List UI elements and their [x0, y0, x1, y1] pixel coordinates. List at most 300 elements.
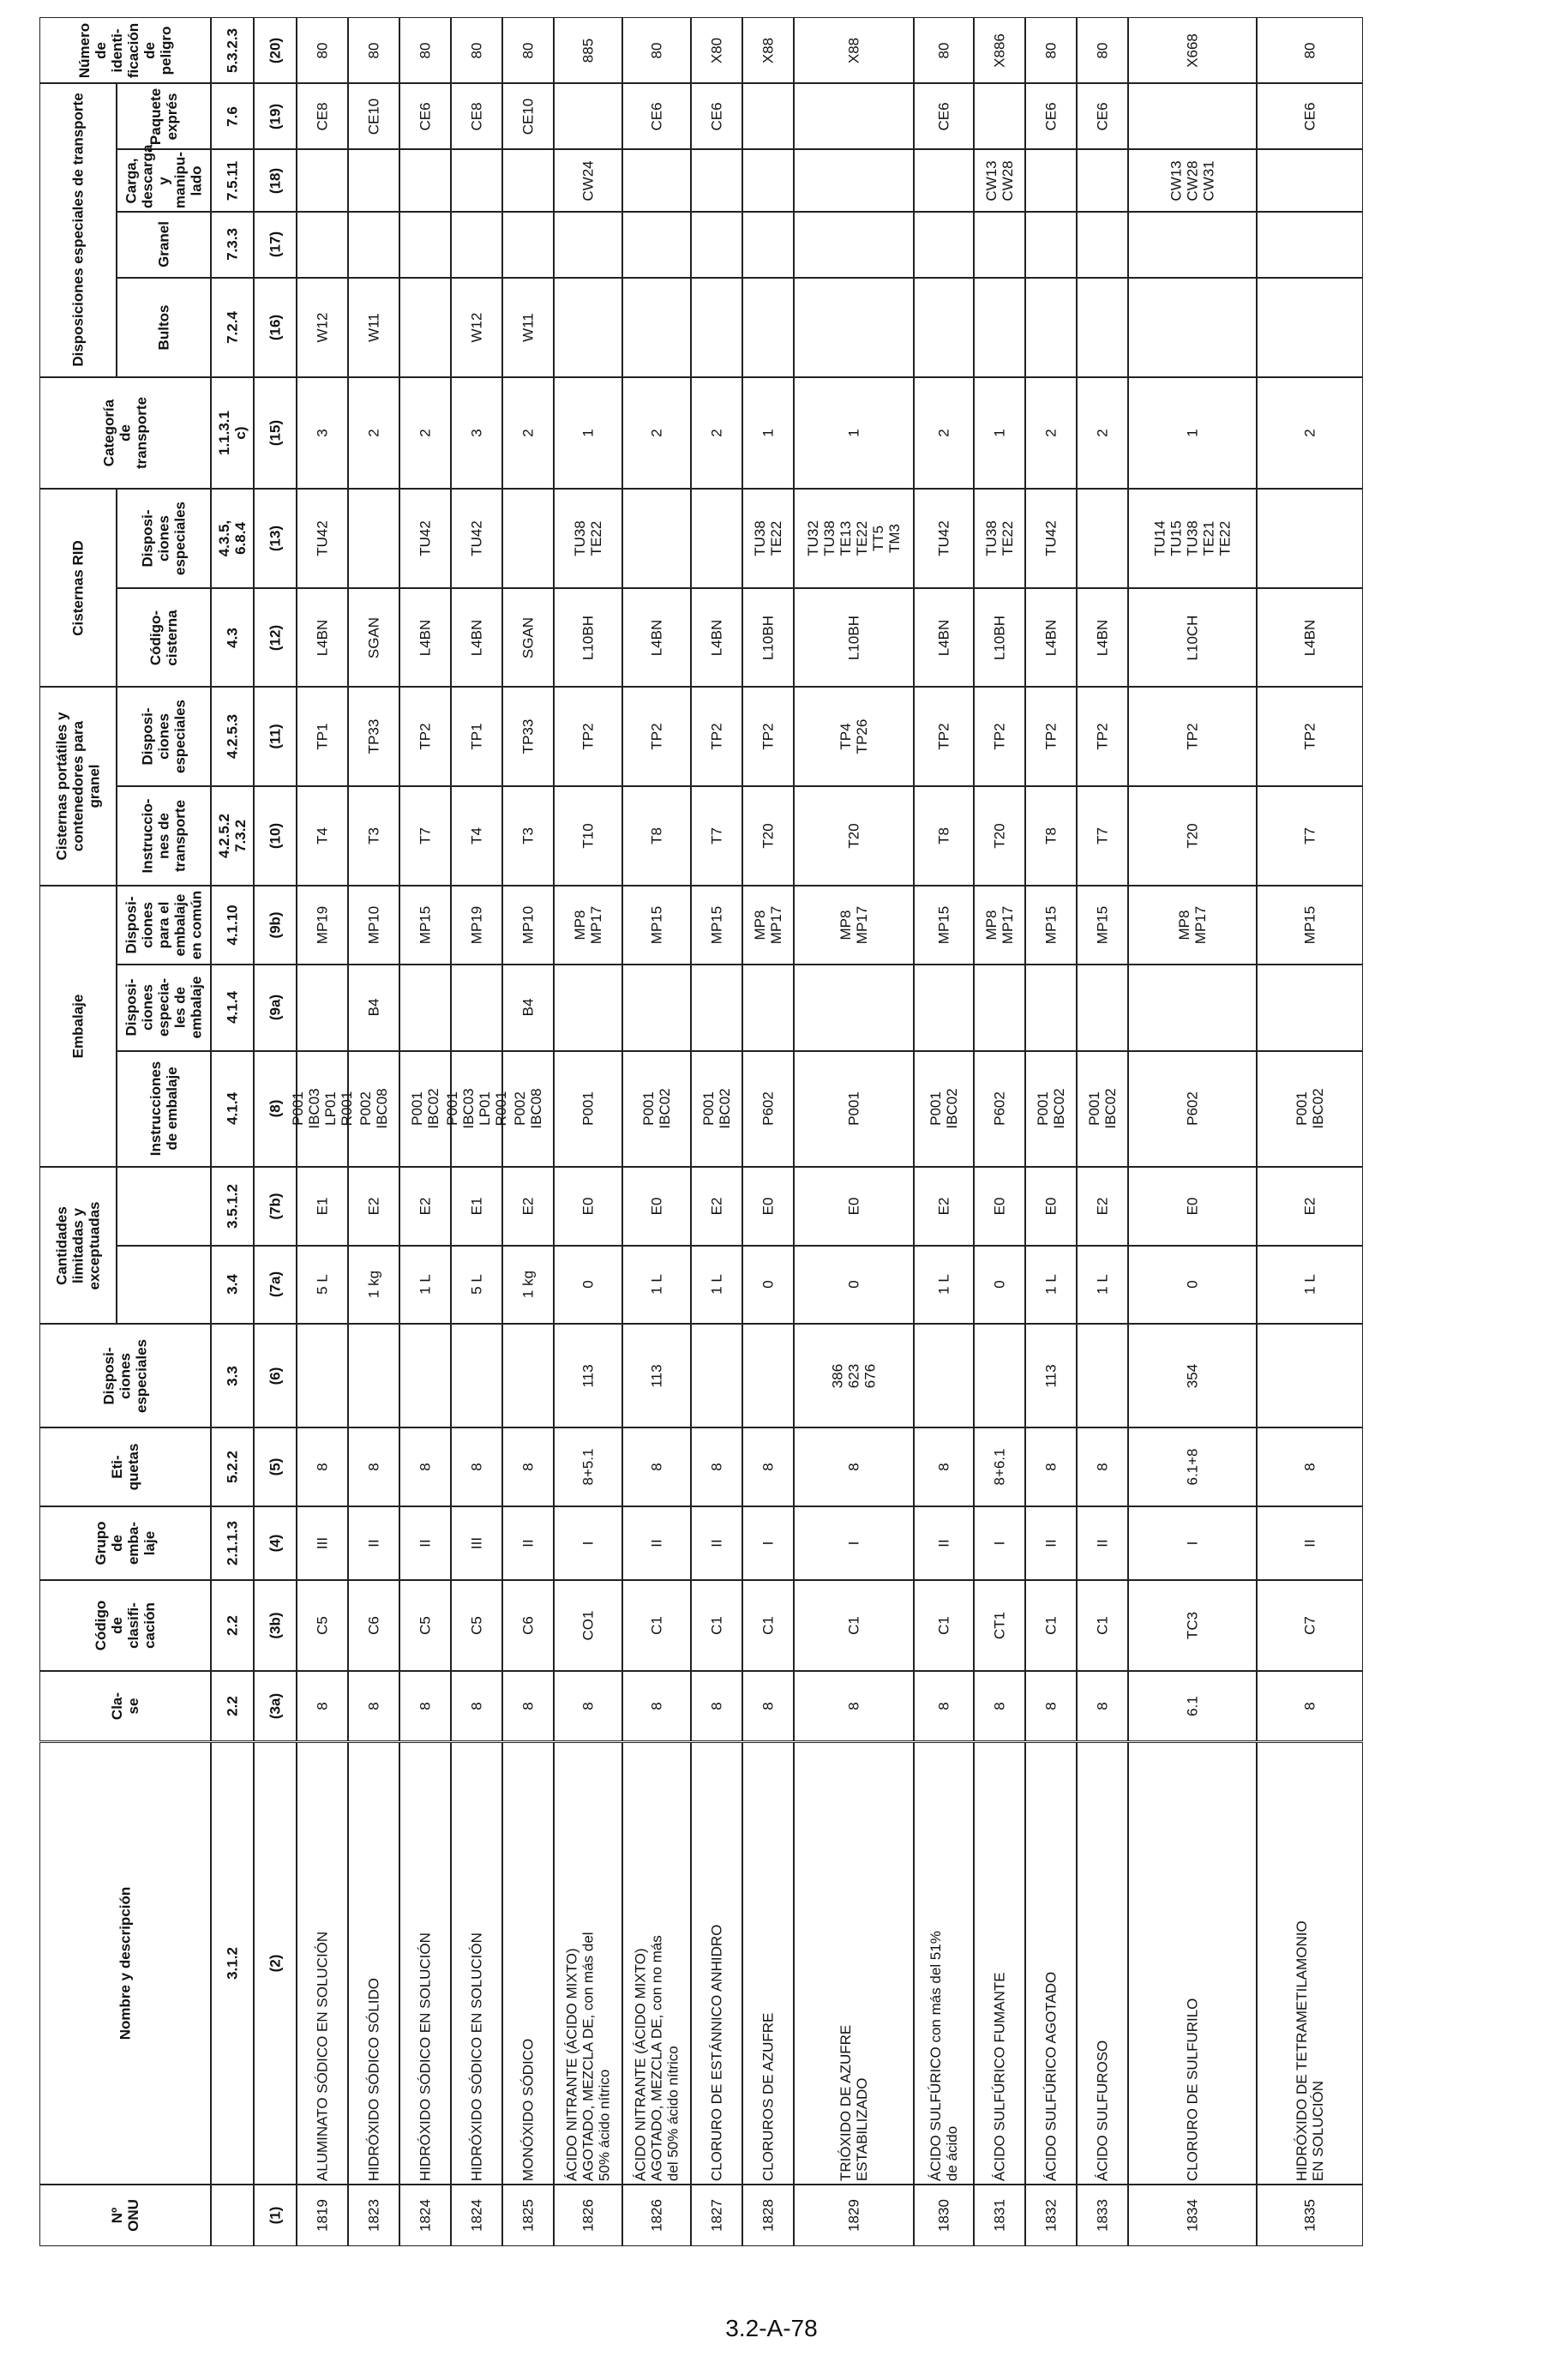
row-13-col-16-text: TU42	[1042, 520, 1060, 556]
row-9-col-1-text: 1828	[759, 2198, 777, 2232]
column-ref-3-text: 2.2	[224, 1696, 241, 1717]
group-header-cantidades-text: Cantidades limitadas y exceptuadas	[53, 1201, 103, 1290]
row-1-col-4	[297, 1580, 348, 1671]
row-5-col-14-text: TP33	[519, 718, 537, 754]
row-15-col-20	[1128, 149, 1257, 211]
row-1-col-15-text: L4BN	[314, 619, 331, 656]
column-header-13	[117, 786, 211, 886]
column-ref-20-text: 7.5.11	[224, 160, 241, 201]
row-14-col-22	[1077, 17, 1128, 83]
row-2-col-21-text: CE10	[365, 98, 382, 135]
column-ref-2-text: 3.1.2	[224, 1946, 241, 1980]
row-5-col-13	[502, 786, 554, 886]
row-16-col-14	[1257, 687, 1363, 786]
row-10-col-18	[794, 278, 914, 377]
column-header-15	[117, 588, 211, 688]
row-4-col-5-text: III	[468, 1536, 485, 1550]
column-ref-20	[211, 149, 254, 211]
row-5-col-19	[502, 212, 554, 278]
column-header-17-text: Categoría de transporte	[100, 396, 150, 469]
row-16-col-7	[1257, 1324, 1363, 1427]
row-6-col-4-text: CO1	[579, 1610, 597, 1641]
row-14-col-5-text: II	[1094, 1539, 1111, 1548]
row-4-col-22-text: 80	[468, 42, 485, 59]
row-11-col-20	[914, 149, 974, 211]
row-8-col-1	[691, 2185, 742, 2246]
column-ref-16	[211, 489, 254, 588]
row-15-col-16	[1128, 489, 1257, 588]
row-9-col-6-text: 8	[759, 1462, 777, 1471]
row-9-col-13	[742, 786, 794, 886]
row-5-col-4	[502, 1580, 554, 1671]
row-4-col-12-text: MP19	[468, 905, 485, 945]
row-14-col-12-text: MP15	[1094, 905, 1111, 945]
row-2-col-3	[348, 1671, 399, 1741]
row-16-col-13-text: T7	[1301, 827, 1318, 845]
column-num-19-text: (17)	[267, 231, 284, 258]
column-num-18-text: (16)	[267, 314, 284, 340]
row-13-col-17	[1025, 377, 1077, 489]
row-10-col-6	[794, 1427, 914, 1506]
column-num-1	[254, 2185, 297, 2246]
row-14-col-17-text: 2	[1094, 429, 1111, 437]
row-8-col-2	[691, 1742, 742, 2185]
row-5-col-10-text: P002 IBC08	[512, 1088, 544, 1130]
row-2-col-19	[348, 212, 399, 278]
row-8-col-21-text: CE6	[708, 102, 725, 131]
row-5-col-11	[502, 965, 554, 1051]
row-8-col-5	[691, 1506, 742, 1581]
row-12-col-3-text: 8	[991, 1702, 1008, 1711]
column-header-16	[117, 489, 211, 588]
row-6-col-4	[554, 1580, 622, 1671]
row-8-col-4	[691, 1580, 742, 1671]
row-2-col-9	[348, 1167, 399, 1246]
row-13-col-6	[1025, 1427, 1077, 1506]
column-header-14	[117, 687, 211, 786]
row-5-col-9-text: E2	[519, 1197, 537, 1216]
row-3-col-3-text: 8	[417, 1702, 434, 1711]
row-9-col-15-text: L10BH	[759, 615, 777, 660]
row-14-col-19	[1077, 212, 1128, 278]
row-16-col-21	[1257, 83, 1363, 149]
row-8-col-14-text: TP2	[708, 723, 725, 750]
row-5-col-18-text: W11	[519, 312, 537, 342]
row-5-col-17-text: 2	[519, 429, 537, 437]
row-3-col-7	[399, 1324, 451, 1427]
row-8-col-10	[691, 1051, 742, 1167]
row-16-col-10-text: P001 IBC02	[1294, 1088, 1326, 1130]
row-16-col-8	[1257, 1246, 1363, 1325]
row-14-col-10-text: P001 IBC02	[1086, 1088, 1119, 1130]
row-4-col-1	[451, 2185, 502, 2246]
row-15-col-16-text: TU14 TU15 TU38 TE21 TE22	[1151, 520, 1234, 556]
column-header-4-text: Código de clasifi- cación	[93, 1601, 158, 1651]
row-9-col-17	[742, 377, 794, 489]
row-10-col-15-text: L10BH	[845, 615, 862, 660]
page-number: 3.2-A-78	[725, 2315, 818, 2341]
row-10-col-1	[794, 2185, 914, 2246]
row-4-col-4	[451, 1580, 502, 1671]
row-8-col-8-text: 1 L	[708, 1274, 725, 1295]
row-13-col-18	[1025, 278, 1077, 377]
row-15-col-8	[1128, 1246, 1257, 1325]
row-12-col-19	[974, 212, 1025, 278]
row-2-col-22	[348, 17, 399, 83]
row-2-col-10-text: P002 IBC08	[357, 1088, 390, 1130]
column-ref-4-text: 2.2	[224, 1615, 241, 1637]
row-6-col-13-text: T10	[579, 823, 597, 849]
row-4-col-8	[451, 1246, 502, 1325]
row-8-col-17	[691, 377, 742, 489]
row-8-col-18	[691, 278, 742, 377]
row-13-col-3	[1025, 1671, 1077, 1741]
column-header-19	[117, 212, 211, 278]
row-7-col-9	[622, 1167, 691, 1246]
row-13-col-14	[1025, 687, 1077, 786]
column-header-6-text: Eti- quetas	[109, 1443, 141, 1491]
column-header-5	[39, 1506, 211, 1581]
row-14-col-2	[1077, 1742, 1128, 2185]
column-ref-6-text: 5.2.2	[224, 1450, 241, 1483]
row-4-col-18	[451, 278, 502, 377]
row-6-col-12-text: MP8 MP17	[572, 905, 604, 945]
row-10-col-5-text: I	[845, 1541, 862, 1546]
row-15-col-18	[1128, 278, 1257, 377]
row-13-col-5	[1025, 1506, 1077, 1581]
column-num-15	[254, 588, 297, 688]
row-10-col-9	[794, 1167, 914, 1246]
row-14-col-2-text: ÁCIDO SULFUROSO	[1094, 2040, 1111, 2181]
row-1-col-13	[297, 786, 348, 886]
row-11-col-4-text: C1	[935, 1616, 952, 1636]
column-ref-22-text: 5.3.2.3	[224, 27, 241, 73]
row-11-col-15	[914, 588, 974, 688]
row-12-col-5	[974, 1506, 1025, 1581]
row-10-col-20	[794, 149, 914, 211]
row-9-col-20	[742, 149, 794, 211]
row-11-col-3	[914, 1671, 974, 1741]
row-5-col-3	[502, 1671, 554, 1741]
row-1-col-15	[297, 588, 348, 688]
row-7-col-2-text: ÁCIDO NITRANTE (ÁCIDO MIXTO) AGOTADO, MEZCLA DE, con no más del 50% ácido nítrico	[632, 1934, 681, 2181]
row-11-col-10	[914, 1051, 974, 1167]
row-15-col-10	[1128, 1051, 1257, 1167]
row-2-col-9-text: E2	[365, 1197, 382, 1216]
row-14-col-8	[1077, 1246, 1128, 1325]
column-ref-19	[211, 212, 254, 278]
row-3-col-17-text: 2	[417, 429, 434, 437]
row-13-col-22-text: 80	[1042, 42, 1060, 59]
row-10-col-16-text: TU32 TU38 TE13 TE22 TT5 TM3	[805, 520, 903, 556]
column-header-3	[39, 1671, 211, 1741]
column-header-2	[39, 1742, 211, 2185]
row-3-col-9-text: E2	[417, 1197, 434, 1216]
column-ref-7-text: 3.3	[224, 1365, 241, 1386]
row-7-col-18	[622, 278, 691, 377]
row-16-col-17	[1257, 377, 1363, 489]
row-13-col-16	[1025, 489, 1077, 588]
group-header-embalaje	[39, 886, 117, 1167]
column-num-20	[254, 149, 297, 211]
row-9-col-16	[742, 489, 794, 588]
row-15-col-9	[1128, 1167, 1257, 1246]
row-11-col-16-text: TU42	[935, 520, 952, 556]
row-1-col-6-text: 8	[314, 1462, 331, 1471]
row-12-col-10-text: P602	[991, 1091, 1008, 1127]
row-16-col-1-text: 1835	[1301, 2198, 1318, 2232]
row-2-col-17	[348, 377, 399, 489]
row-8-col-4-text: C1	[708, 1616, 725, 1636]
row-11-col-7	[914, 1324, 974, 1427]
row-10-col-8-text: 0	[845, 1280, 862, 1289]
row-3-col-20	[399, 149, 451, 211]
row-9-col-6	[742, 1427, 794, 1506]
row-7-col-10	[622, 1051, 691, 1167]
row-9-col-11	[742, 965, 794, 1051]
row-5-col-20	[502, 149, 554, 211]
row-5-col-10	[502, 1051, 554, 1167]
row-8-col-3	[691, 1671, 742, 1741]
row-14-col-1	[1077, 2185, 1128, 2246]
row-6-col-7-text: 113	[579, 1364, 597, 1388]
row-2-col-2	[348, 1742, 399, 2185]
row-4-col-17	[451, 377, 502, 489]
row-13-col-1	[1025, 2185, 1077, 2246]
row-9-col-19	[742, 212, 794, 278]
row-7-col-5	[622, 1506, 691, 1581]
column-num-14-text: (11)	[267, 724, 284, 749]
row-1-col-2-text: ALUMINATO SÓDICO EN SOLUCIÓN	[314, 1931, 331, 2181]
row-13-col-8	[1025, 1246, 1077, 1325]
row-12-col-5-text: I	[991, 1541, 1008, 1546]
row-14-col-6-text: 8	[1094, 1462, 1111, 1471]
row-8-col-1-text: 1827	[708, 2198, 725, 2232]
row-4-col-15	[451, 588, 502, 688]
row-9-col-10-text: P602	[759, 1091, 777, 1127]
row-13-col-13-text: T8	[1042, 827, 1060, 845]
row-1-col-1-text: 1819	[314, 2198, 331, 2232]
row-6-col-17	[554, 377, 622, 489]
row-5-col-15	[502, 588, 554, 688]
row-3-col-16-text: TU42	[417, 520, 434, 556]
row-16-col-2-text: HIDRÓXIDO DE TETRAMETILAMONIO EN SOLUCIÓN	[1294, 1920, 1326, 2181]
row-3-col-1-text: 1824	[417, 2198, 434, 2232]
row-7-col-13-text: T8	[648, 827, 665, 845]
row-4-col-19	[451, 212, 502, 278]
row-3-col-21-text: CE6	[417, 102, 434, 131]
row-5-col-5-text: II	[519, 1539, 537, 1548]
row-7-col-9-text: E0	[648, 1197, 665, 1216]
row-8-col-11	[691, 965, 742, 1051]
row-4-col-4-text: C5	[468, 1616, 485, 1636]
row-1-col-11	[297, 965, 348, 1051]
row-13-col-3-text: 8	[1042, 1702, 1060, 1711]
row-10-col-14-text: TP4 TP26	[838, 718, 870, 754]
column-header-19-text: Granel	[155, 221, 172, 268]
row-2-col-11-text: B4	[365, 998, 382, 1017]
row-7-col-7	[622, 1324, 691, 1427]
row-12-col-22	[974, 17, 1025, 83]
row-3-col-22	[399, 17, 451, 83]
row-2-col-13	[348, 786, 399, 886]
column-header-4	[39, 1580, 211, 1671]
column-header-12-text: Disposi- ciones para el embalaje en común	[123, 890, 205, 959]
column-num-13-text: (10)	[267, 822, 284, 850]
row-15-col-21	[1128, 83, 1257, 149]
row-12-col-15-text: L10BH	[991, 615, 1008, 660]
row-9-col-8	[742, 1246, 794, 1325]
row-16-col-12-text: MP15	[1301, 905, 1318, 945]
column-ref-9-text: 3.5.1.2	[224, 1183, 241, 1229]
row-14-col-13	[1077, 786, 1128, 886]
row-15-col-2	[1128, 1742, 1257, 2185]
row-12-col-13-text: T20	[991, 823, 1008, 849]
row-10-col-5	[794, 1506, 914, 1581]
row-14-col-11	[1077, 965, 1128, 1051]
row-2-col-15-text: SGAN	[365, 616, 382, 658]
row-5-col-4-text: C6	[519, 1616, 537, 1636]
row-7-col-5-text: II	[648, 1539, 665, 1548]
column-ref-3	[211, 1671, 254, 1741]
row-4-col-16	[451, 489, 502, 588]
row-1-col-5-text: III	[314, 1536, 331, 1550]
row-11-col-22	[914, 17, 974, 83]
row-9-col-14	[742, 687, 794, 786]
row-12-col-17-text: 1	[991, 429, 1008, 437]
row-12-col-15	[974, 588, 1025, 688]
row-11-col-2	[914, 1742, 974, 2185]
row-1-col-1	[297, 2185, 348, 2246]
group-header-disposiciones_transporte-text: Disposiciones especiales de transporte	[69, 93, 87, 368]
group-header-cisternas_rid	[39, 489, 117, 688]
row-7-col-2	[622, 1742, 691, 2185]
row-14-col-3	[1077, 1671, 1128, 1741]
row-6-col-9	[554, 1167, 622, 1246]
row-10-col-4-text: C1	[845, 1616, 862, 1636]
column-num-5-text: (4)	[267, 1534, 284, 1553]
row-16-col-6-text: 8	[1301, 1462, 1318, 1471]
row-6-col-1-text: 1826	[579, 2198, 597, 2232]
row-6-col-16-text: TU38 TE22	[572, 520, 604, 556]
row-4-col-2-text: HIDRÓXIDO SÓDICO EN SOLUCIÓN	[468, 1932, 485, 2181]
row-6-col-22	[554, 17, 622, 83]
row-15-col-15	[1128, 588, 1257, 688]
row-1-col-22-text: 80	[314, 42, 331, 59]
row-15-col-15-text: L10CH	[1184, 615, 1201, 661]
row-8-col-10-text: P001 IBC02	[700, 1088, 733, 1130]
row-12-col-6-text: 8+6.1	[991, 1448, 1008, 1486]
row-7-col-6	[622, 1427, 691, 1506]
row-16-col-2	[1257, 1742, 1363, 2185]
row-14-col-14-text: TP2	[1094, 723, 1111, 750]
column-num-2	[254, 1742, 297, 2185]
row-3-col-2-text: HIDRÓXIDO SÓDICO EN SOLUCIÓN	[417, 1932, 434, 2181]
row-3-col-5-text: II	[417, 1539, 434, 1548]
row-7-col-14-text: TP2	[648, 723, 665, 750]
row-8-col-6	[691, 1427, 742, 1506]
row-3-col-10	[399, 1051, 451, 1167]
row-9-col-16-text: TU38 TE22	[752, 520, 784, 556]
row-3-col-8-text: 1 L	[417, 1274, 434, 1295]
row-10-col-21	[794, 83, 914, 149]
row-12-col-13	[974, 786, 1025, 886]
column-ref-9	[211, 1167, 254, 1246]
row-5-col-13-text: T3	[519, 827, 537, 845]
row-4-col-6	[451, 1427, 502, 1506]
row-10-col-3-text: 8	[845, 1702, 862, 1711]
row-2-col-4-text: C6	[365, 1616, 382, 1636]
column-header-13-text: Instruccio- nes de transporte	[139, 798, 189, 874]
row-3-col-10-text: P001 IBC02	[409, 1088, 441, 1130]
row-3-col-3	[399, 1671, 451, 1741]
row-15-col-6	[1128, 1427, 1257, 1506]
column-num-11	[254, 965, 297, 1051]
row-6-col-6	[554, 1427, 622, 1506]
row-9-col-5	[742, 1506, 794, 1581]
row-9-col-18	[742, 278, 794, 377]
column-ref-18	[211, 278, 254, 377]
row-16-col-4-text: C7	[1301, 1616, 1318, 1636]
row-8-col-19	[691, 212, 742, 278]
row-2-col-20	[348, 149, 399, 211]
row-4-col-13-text: T4	[468, 827, 485, 845]
row-9-col-8-text: 0	[759, 1280, 777, 1289]
row-4-col-7	[451, 1324, 502, 1427]
row-14-col-10	[1077, 1051, 1128, 1167]
row-12-col-2	[974, 1742, 1025, 2185]
row-12-col-16	[974, 489, 1025, 588]
row-1-col-10-text: P001 IBC03 LP01 R001	[290, 1088, 355, 1130]
row-5-col-7	[502, 1324, 554, 1427]
row-16-col-22-text: 80	[1301, 42, 1318, 59]
row-1-col-19	[297, 212, 348, 278]
row-10-col-1-text: 1829	[845, 2198, 862, 2232]
row-13-col-17-text: 2	[1042, 429, 1060, 437]
row-15-col-14	[1128, 687, 1257, 786]
row-10-col-19	[794, 212, 914, 278]
column-ref-1	[211, 2185, 254, 2246]
row-13-col-22	[1025, 17, 1077, 83]
row-16-col-4	[1257, 1580, 1363, 1671]
row-1-col-4-text: C5	[314, 1616, 331, 1636]
row-2-col-1	[348, 2185, 399, 2246]
row-7-col-8-text: 1 L	[648, 1274, 665, 1295]
row-15-col-20-text: CW13 CW28 CW31	[1168, 159, 1217, 201]
row-5-col-16	[502, 489, 554, 588]
column-ref-22	[211, 17, 254, 83]
column-num-21-text: (19)	[267, 103, 284, 129]
row-1-col-16-text: TU42	[314, 520, 331, 556]
row-6-col-14	[554, 687, 622, 786]
row-3-col-16	[399, 489, 451, 588]
column-ref-19-text: 7.3.3	[224, 228, 241, 261]
column-num-7-text: (6)	[267, 1367, 284, 1385]
row-2-col-14	[348, 687, 399, 786]
row-15-col-7-text: 354	[1184, 1363, 1201, 1388]
row-7-col-4	[622, 1580, 691, 1671]
row-9-col-4-text: C1	[759, 1616, 777, 1636]
row-4-col-10	[444, 1051, 509, 1167]
row-2-col-18-text: W11	[365, 312, 382, 342]
row-3-col-6	[399, 1427, 451, 1506]
row-8-col-7	[691, 1324, 742, 1427]
row-15-col-12-text: MP8 MP17	[1176, 905, 1209, 945]
row-6-col-8	[554, 1246, 622, 1325]
row-14-col-4-text: C1	[1094, 1616, 1111, 1636]
column-ref-8	[211, 1246, 254, 1325]
row-16-col-9-text: E2	[1301, 1197, 1318, 1216]
